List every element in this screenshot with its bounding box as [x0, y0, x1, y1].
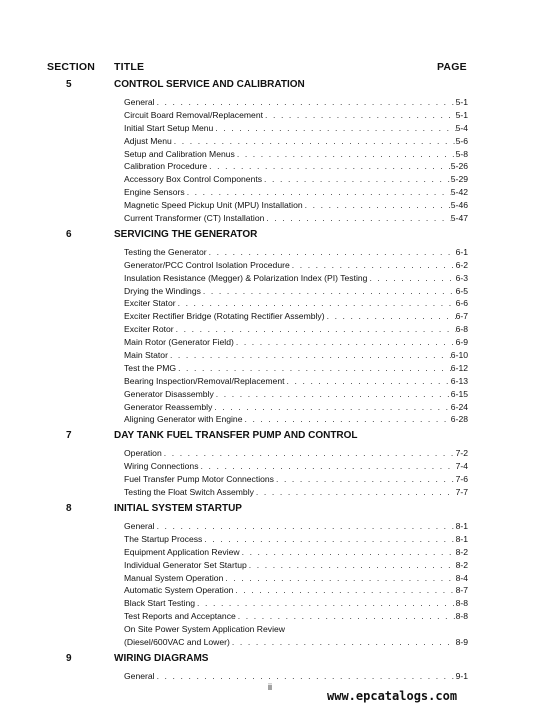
toc-entry[interactable]: [124, 109, 468, 122]
toc-entry[interactable]: [124, 297, 468, 310]
toc-entry[interactable]: [124, 413, 468, 426]
entry-page-number: 8-2: [455, 546, 468, 557]
section-number: 8: [66, 502, 72, 514]
section-heading: [0, 501, 539, 517]
toc-entry[interactable]: [124, 285, 468, 298]
dot-leader: [155, 670, 456, 683]
entry-title: Engine Sensors: [124, 187, 185, 198]
dot-leader: [254, 486, 456, 499]
entry-page-number: 6-28: [450, 414, 468, 425]
dot-leader: [262, 173, 451, 186]
section-heading: [0, 428, 539, 444]
dot-leader: [155, 520, 456, 533]
dot-leader: [303, 199, 451, 212]
dot-leader: [285, 375, 451, 388]
dot-leader: [247, 559, 456, 572]
toc-entry[interactable]: [124, 199, 468, 212]
entry-page-number: 5-29: [450, 174, 468, 185]
dot-leader: [174, 323, 456, 336]
section-number: 7: [66, 430, 72, 442]
entry-page-number: 6-24: [450, 401, 468, 412]
entry-title: Exciter Rotor: [124, 324, 174, 335]
dot-leader: [236, 610, 456, 623]
dot-leader: [207, 160, 451, 173]
toc-entry[interactable]: [124, 597, 468, 610]
entry-title: Test the PMG: [124, 362, 177, 373]
entry-page-number: 5-4: [455, 122, 468, 133]
dot-leader: [235, 148, 456, 161]
entry-page-number: 6-9: [455, 337, 468, 348]
entry-title: Calibration Procedure: [124, 161, 208, 172]
toc-entry[interactable]: [124, 259, 468, 272]
toc-entry[interactable]: [124, 135, 468, 148]
entry-page-number: 6-6: [455, 298, 468, 309]
entry-page-number: 8-8: [455, 598, 468, 609]
entry-page-number: 6-10: [450, 350, 468, 361]
dot-leader: [240, 546, 456, 559]
toc-entry[interactable]: [124, 148, 468, 161]
entry-title: Wiring Connections: [124, 461, 199, 472]
entry-title: Bearing Inspection/Removal/Replacement: [124, 375, 285, 386]
entry-page-number: 5-46: [450, 200, 468, 211]
dot-leader: [230, 636, 456, 649]
table-of-contents: [0, 77, 539, 685]
entry-page-number: 5-47: [450, 213, 468, 224]
toc-entry[interactable]: [124, 375, 468, 388]
entry-title: Test Reports and Acceptance: [124, 611, 236, 622]
entry-title: Generator/PCC Control Isolation Procedure: [124, 259, 290, 270]
title-column-header: TITLE: [114, 61, 145, 73]
entry-title: Operation: [124, 448, 162, 459]
dot-leader: [242, 413, 450, 426]
entry-title: Generator Reassembly: [124, 401, 213, 412]
entry-page-number: 5-8: [455, 148, 468, 159]
toc-entry[interactable]: [124, 122, 468, 135]
entry-page-number: 8-2: [455, 559, 468, 570]
entry-title: General: [124, 670, 155, 681]
toc-section: [0, 77, 539, 227]
toc-entry[interactable]: [124, 96, 468, 109]
entry-page-number: 6-13: [450, 375, 468, 386]
entry-page-number: 6-8: [455, 324, 468, 335]
entry-title: Individual Generator Set Startup: [124, 559, 247, 570]
toc-entry[interactable]: [124, 310, 468, 323]
page-number: ii: [268, 682, 272, 692]
dot-leader: [176, 362, 451, 375]
entry-page-number: 5-42: [450, 187, 468, 198]
toc-entry[interactable]: [124, 559, 468, 572]
dot-leader: [325, 310, 456, 323]
entry-title: Initial Start Setup Menu: [124, 122, 214, 133]
entry-page-number: 8-4: [455, 572, 468, 583]
dot-leader: [195, 597, 456, 610]
entry-title: Black Start Testing: [124, 598, 196, 609]
entry-page-number: 8-9: [455, 636, 468, 647]
entry-title: Testing the Generator: [124, 246, 207, 257]
section-heading: [0, 77, 539, 93]
section-heading: [0, 227, 539, 243]
dot-leader: [234, 336, 456, 349]
entry-page-number: 6-3: [455, 272, 468, 283]
entry-page-number: 5-1: [455, 97, 468, 107]
entry-page-number: 5-6: [455, 135, 468, 146]
entry-title: Equipment Application Review: [124, 546, 240, 557]
entry-title: On Site Power System Application Review: [124, 624, 285, 635]
dot-leader: [233, 584, 455, 597]
toc-entry[interactable]: [124, 520, 468, 533]
entry-title: Manual System Operation: [124, 572, 224, 583]
section-title: SERVICING THE GENERATOR: [114, 228, 258, 240]
entry-page-number: 5-26: [450, 161, 468, 172]
dot-leader: [223, 572, 455, 585]
entry-title: Insulation Resistance (Megger) & Polarization Index (PI) Testing: [124, 272, 368, 283]
entry-page-number: 6-12: [450, 362, 468, 373]
toc-entry[interactable]: [124, 460, 468, 473]
toc-entry[interactable]: [124, 486, 468, 499]
section-number: 6: [66, 228, 72, 240]
entry-page-number: 6-1: [455, 246, 468, 257]
entry-title: Accessory Box Control Components: [124, 174, 263, 185]
toc-entry[interactable]: [124, 401, 468, 414]
dot-leader: [168, 349, 451, 362]
toc-entry[interactable]: [124, 473, 468, 486]
dot-leader: [214, 388, 451, 401]
dot-leader: [202, 533, 455, 546]
dot-leader: [212, 401, 450, 414]
entry-title: Drying the Windings: [124, 285, 201, 296]
toc-entry[interactable]: [124, 546, 468, 559]
toc-entry[interactable]: [124, 362, 468, 375]
watermark-url: www.epcatalogs.com: [327, 689, 458, 703]
entry-title: Magnetic Speed Pickup Unit (MPU) Installation: [124, 200, 303, 211]
entry-title: Adjust Menu: [124, 135, 172, 146]
entry-title: General: [124, 97, 155, 107]
entry-title: Automatic System Operation: [124, 585, 234, 596]
section-title: CONTROL SERVICE AND CALIBRATION: [114, 79, 305, 90]
section-title: DAY TANK FUEL TRANSFER PUMP AND CONTROL: [114, 430, 358, 442]
section-number: 5: [66, 79, 72, 90]
entry-title: Current Transformer (CT) Installation: [124, 213, 265, 224]
entry-page-number: 5-1: [455, 109, 468, 120]
page-column-header: PAGE: [437, 61, 467, 73]
entry-page-number: 8-1: [455, 533, 468, 544]
dot-leader: [207, 246, 456, 259]
toc-entry[interactable]: [124, 447, 468, 460]
entry-title-continued: (Diesel/600VAC and Lower): [124, 636, 230, 647]
entry-page-number: 9-1: [455, 670, 468, 681]
toc-entry[interactable]: [124, 572, 468, 585]
section-column-header: SECTION: [47, 61, 96, 73]
section-title: WIRING DIAGRAMS: [114, 652, 209, 664]
entry-title: Circuit Board Removal/Replacement: [124, 109, 263, 120]
entry-page-number: 8-7: [455, 585, 468, 596]
dot-leader: [213, 122, 455, 135]
entry-page-number: 6-15: [450, 388, 468, 399]
section-number: 9: [66, 652, 72, 664]
entry-title: Exciter Rectifier Bridge (Rotating Rectifier Assembly): [124, 311, 325, 322]
dot-leader: [185, 186, 451, 199]
entry-title: Generator Disassembly: [124, 388, 214, 399]
entry-page-number: 8-1: [455, 520, 468, 531]
dot-leader: [263, 109, 456, 122]
toc-entry[interactable]: [124, 584, 468, 597]
dot-leader: [367, 272, 455, 285]
dot-leader: [290, 259, 456, 272]
toc-entry[interactable]: [124, 272, 468, 285]
toc-entry[interactable]: [124, 336, 468, 349]
toc-section: [0, 428, 539, 501]
toc-entry[interactable]: [124, 623, 468, 649]
entry-page-number: 6-2: [455, 259, 468, 270]
toc-entry[interactable]: [124, 388, 468, 401]
dot-leader: [274, 473, 456, 486]
toc-section: [0, 651, 539, 685]
dot-leader: [155, 96, 456, 109]
toc-entry[interactable]: [124, 186, 468, 199]
entry-page-number: 7-2: [455, 448, 468, 459]
entry-page-number: 7-6: [455, 474, 468, 485]
toc-entry[interactable]: [124, 173, 468, 186]
dot-leader: [199, 460, 456, 473]
entry-title: Fuel Transfer Pump Motor Connections: [124, 474, 274, 485]
entry-page-number: 8-8: [455, 611, 468, 622]
toc-entry[interactable]: [124, 349, 468, 362]
entry-page-number: 6-7: [455, 311, 468, 322]
entry-title: Testing the Float Switch Assembly: [124, 487, 254, 498]
section-title: INITIAL SYSTEM STARTUP: [114, 502, 242, 514]
toc-entry[interactable]: [124, 610, 468, 623]
dot-leader: [264, 212, 450, 225]
dot-leader: [201, 285, 456, 298]
entry-title: Aligning Generator with Engine: [124, 414, 243, 425]
toc-entry[interactable]: [124, 323, 468, 336]
entry-page-number: 6-5: [455, 285, 468, 296]
toc-entry[interactable]: [124, 160, 468, 173]
toc-entry[interactable]: [124, 246, 468, 259]
entry-title: Main Rotor (Generator Field): [124, 337, 234, 348]
toc-section: [0, 227, 539, 428]
entry-page-number: 7-7: [455, 487, 468, 498]
toc-entry[interactable]: [124, 212, 468, 225]
dot-leader: [162, 447, 456, 460]
dot-leader: [172, 135, 456, 148]
section-heading: [0, 651, 539, 667]
toc-entry[interactable]: [124, 670, 468, 683]
entry-title: Main Stator: [124, 350, 168, 361]
entry-title: Setup and Calibration Menus: [124, 148, 235, 159]
dot-leader: [176, 297, 456, 310]
entry-page-number: 7-4: [455, 461, 468, 472]
entry-title: The Startup Process: [124, 533, 203, 544]
toc-section: [0, 501, 539, 651]
entry-title: General: [124, 520, 155, 531]
toc-entry[interactable]: [124, 533, 468, 546]
entry-title: Exciter Stator: [124, 298, 176, 309]
